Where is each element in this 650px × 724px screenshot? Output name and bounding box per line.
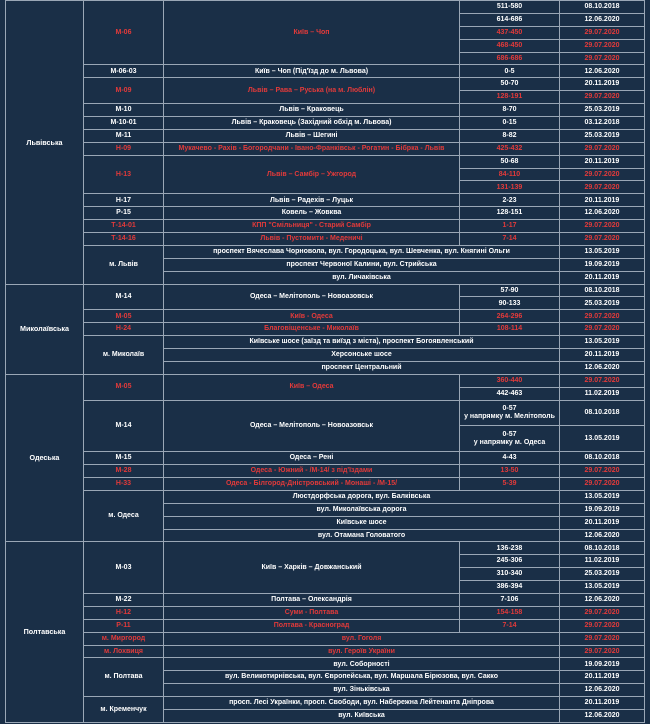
km-range [460,387,560,400]
street-name: Люстдорфська дорога, вул. Балківська [164,490,560,503]
city-name: м. Львів [84,245,164,284]
street-name: вул. Отамана Головатого [164,529,560,542]
street-name: Київське шосе (заїзд та виїзд з міста), проспект Богоявленський [164,336,560,349]
km-range [460,426,560,452]
repair-date: 29.07.2020 [560,323,645,336]
road-code: М-05 [84,310,164,323]
km-direction: у напрямку м. Мелітополь [464,413,555,420]
street-name: вул. Соборності [164,658,560,671]
repair-date: 12.06.2020 [560,207,645,220]
road-name: Суми - Полтава [164,606,460,619]
km-value: 686-686 [496,54,523,62]
road-code: М-11 [84,129,164,142]
repair-date: 12.06.2020 [560,361,645,374]
km-value: 360-440 [496,376,523,384]
table-row [6,374,645,387]
km-range [460,129,560,142]
repair-date: 29.07.2020 [560,632,645,645]
region-name: Миколаївська [6,284,84,374]
road-code: М-15 [84,452,164,465]
km-range [460,117,560,130]
km-range [460,104,560,117]
repair-date: 08.10.2018 [560,284,645,297]
road-name: Львів – Краковець [164,104,460,117]
repair-date: 20.11.2019 [560,349,645,362]
region-name: Одеська [6,374,84,542]
road-code: Н-09 [84,142,164,155]
road-code: Т-14-01 [84,220,164,233]
table-row [6,155,645,168]
km-direction: у напрямку м. Одеса [473,438,546,446]
repair-roads-table [5,0,645,723]
km-value: 442-463 [496,389,523,397]
km-value: 13-50 [500,467,519,475]
road-code: Н-12 [84,606,164,619]
road-code: М-09 [84,78,164,104]
road-code: Н-24 [84,323,164,336]
road-code: М-03 [84,542,164,594]
road-name: Київ – Одеса [164,374,460,400]
table-row [6,594,645,607]
road-code: Р-15 [84,207,164,220]
region-name: Львівська [6,1,84,285]
km-range [460,39,560,52]
table-row [6,78,645,91]
repair-date: 12.06.2020 [560,710,645,723]
km-value: 7-14 [502,235,517,243]
road-name: КПП "Смільниця" - Старий Самбір [164,220,460,233]
city-name: м. Лохвиця [84,645,164,658]
repair-date: 20.11.2019 [560,78,645,91]
road-name: Київ – Харків – Довжанський [164,542,460,594]
km-range [460,594,560,607]
table-row [6,465,645,478]
road-name: Київ – Чоп [164,1,460,65]
road-name: Мукачево - Рахів - Богородчани - Івано-Франківськ - Рогатин - Бібрка - Львів [164,142,460,155]
road-code: М-14 [84,284,164,310]
km-value: 245-306 [496,557,523,565]
repair-date: 29.07.2020 [560,26,645,39]
street-name: вул. Зіньківська [164,684,560,697]
repair-date: 12.06.2020 [560,594,645,607]
km-range [460,284,560,297]
km-value: 0-5 [504,67,515,75]
km-value: 468-450 [496,41,523,49]
table-row [6,233,645,246]
road-code: М-28 [84,465,164,478]
table-row [6,400,645,426]
km-range [460,452,560,465]
city-name: м. Миколаїв [84,336,164,375]
km-range [460,297,560,310]
road-name: Полтава – Олександрія [164,594,460,607]
city-name: м. Одеса [84,490,164,542]
repair-date: 29.07.2020 [560,142,645,155]
table-row [6,207,645,220]
km-value: 90-133 [498,299,521,307]
km-value: 128-191 [496,93,523,101]
km-range [460,142,560,155]
table-row [6,452,645,465]
city-name: м. Полтава [84,658,164,697]
km-range [460,465,560,478]
km-value: 511-580 [496,3,523,11]
table-row [6,645,645,658]
km-value: 154-158 [496,609,523,617]
repair-date: 20.11.2019 [560,697,645,710]
table-row [6,104,645,117]
road-code: М-06 [84,1,164,65]
road-code: М-10-01 [84,117,164,130]
km-value: 50-70 [500,80,519,88]
table-row [6,245,645,258]
repair-date: 13.05.2019 [560,490,645,503]
road-code: М-06-03 [84,65,164,78]
km-range [460,555,560,568]
street-name: просп. Лесі Українки, просп. Свободи, вул. Набережна Лейтенанта Дніпрова [164,697,560,710]
road-name: Київ – Чоп (Під'їзд до м. Львова) [164,65,460,78]
km-value: 128-151 [496,209,523,217]
km-range [460,207,560,220]
repair-date: 08.10.2018 [560,1,645,14]
street-name: проспект Вячеслава Чорновола, вул. Городоцька, вул. Шевченка, вул. Княгині Ольги [164,245,560,258]
repair-date: 29.07.2020 [560,465,645,478]
street-name: Київське шосе [164,516,560,529]
km-range [460,400,560,426]
table-row [6,129,645,142]
repair-date: 25.03.2019 [560,104,645,117]
km-range [460,78,560,91]
table-row [6,65,645,78]
table-row [6,632,645,645]
km-range [460,13,560,26]
road-name: Львів – Самбір – Ужгород [164,155,460,194]
km-range [460,477,560,490]
table-row [6,310,645,323]
km-range [460,233,560,246]
km-range [460,323,560,336]
road-code: Т-14-16 [84,233,164,246]
repair-date: 19.09.2019 [560,658,645,671]
repair-date: 29.07.2020 [560,619,645,632]
km-value: 1-17 [502,222,517,230]
repair-date: 29.07.2020 [560,52,645,65]
km-range [460,374,560,387]
repair-date: 20.11.2019 [560,516,645,529]
repair-date: 11.02.2019 [560,555,645,568]
street-name: вул. Київська [164,710,560,723]
road-code: Н-13 [84,155,164,194]
repair-date: 29.07.2020 [560,91,645,104]
km-range [460,1,560,14]
road-name: Одеса - Южний - /М-14/ з під'їздами [164,465,460,478]
km-value: 0-57 [502,431,517,439]
km-range [460,568,560,581]
repair-date: 08.10.2018 [560,452,645,465]
road-code: М-05 [84,374,164,400]
km-range [460,606,560,619]
repair-date: 29.07.2020 [560,233,645,246]
km-range [460,310,560,323]
km-range [460,194,560,207]
km-range [460,91,560,104]
city-name: м. Кременчук [84,697,164,723]
repair-date: 20.11.2019 [560,194,645,207]
table-row [6,490,645,503]
road-name: Львів – Шегині [164,129,460,142]
km-value: 7-106 [500,596,519,604]
table-row [6,220,645,233]
road-code: Н-17 [84,194,164,207]
city-name: м. Миргород [84,632,164,645]
road-name: Львів - Пустомити - Меденичі [164,233,460,246]
repair-date: 29.07.2020 [560,374,645,387]
km-range [460,619,560,632]
street-name: вул. Гоголя [164,632,560,645]
km-value: 0-57 [502,405,517,413]
km-value: 425-432 [496,144,523,152]
table-row [6,542,645,555]
repair-date: 13.05.2019 [560,336,645,349]
km-range [460,220,560,233]
table-row [6,697,645,710]
km-value: 57-90 [500,286,519,294]
table-body [6,1,645,723]
table-row [6,284,645,297]
repair-date: 08.10.2018 [560,542,645,555]
km-value: 4-43 [502,454,517,462]
road-code: Р-11 [84,619,164,632]
repair-date: 13.05.2019 [560,426,645,452]
road-name: Одеса – Мелітополь – Новоазовськ [164,284,460,310]
region-name: Полтавська [6,542,84,722]
km-value: 437-450 [496,28,523,36]
table-row [6,477,645,490]
table-row [6,117,645,130]
km-range [460,26,560,39]
road-name: Одеса - Білгород-Дністровський - Монаші - /М-15/ [164,477,460,490]
road-name: Одеса – Мелітополь – Новоазовськ [164,400,460,452]
street-name: вул. Личаківська [164,271,560,284]
table-row [6,606,645,619]
repair-date: 29.07.2020 [560,645,645,658]
km-value: 7-14 [502,621,517,629]
km-value: 2-23 [502,196,517,204]
road-name: Благовіщенське - Миколаїв [164,323,460,336]
repair-date: 20.11.2019 [560,155,645,168]
repair-date: 29.07.2020 [560,39,645,52]
km-value: 264-296 [496,312,523,320]
km-range [460,542,560,555]
repair-date: 29.07.2020 [560,477,645,490]
km-value: 108-114 [496,325,523,333]
table-row [6,658,645,671]
km-range [460,52,560,65]
repair-date: 29.07.2020 [560,181,645,194]
repair-date: 20.11.2019 [560,671,645,684]
road-name: Одеса – Рені [164,452,460,465]
road-name: Львів – Радехів – Луцьк [164,194,460,207]
table-row [6,619,645,632]
km-range [460,155,560,168]
street-name: Херсонське шосе [164,349,560,362]
km-range [460,65,560,78]
km-range [460,168,560,181]
table-row [6,323,645,336]
road-name: Ковель – Жовква [164,207,460,220]
repair-date: 11.02.2019 [560,387,645,400]
repair-date: 03.12.2018 [560,117,645,130]
road-name: Полтава - Красноград [164,619,460,632]
repair-date: 12.06.2020 [560,529,645,542]
repair-date: 13.05.2019 [560,581,645,594]
table-row [6,142,645,155]
road-name: Львів – Краковець (Західний обхід м. Львова) [164,117,460,130]
repair-date: 20.11.2019 [560,271,645,284]
street-name: вул. Героїв України [164,645,560,658]
km-value: 8-70 [502,106,517,114]
street-name: проспект Червоної Калини, вул. Стрийська [164,258,560,271]
repair-date: 29.07.2020 [560,310,645,323]
road-code: М-14 [84,400,164,452]
road-name: Львів – Рава – Руська (на м. Люблін) [164,78,460,104]
street-name: проспект Центральний [164,361,560,374]
repair-date: 29.07.2020 [560,606,645,619]
km-value: 131-139 [496,183,523,191]
road-code: М-10 [84,104,164,117]
km-value: 614-686 [496,16,523,24]
table-row [6,194,645,207]
repair-date: 19.09.2019 [560,258,645,271]
km-value: 386-394 [496,583,523,591]
road-code: М-22 [84,594,164,607]
repair-date: 12.06.2020 [560,65,645,78]
road-name: Київ - Одеса [164,310,460,323]
km-value: 136-238 [496,544,523,552]
repair-date: 29.07.2020 [560,220,645,233]
street-name: вул. Великотирнівська, вул. Європейська, вул. Маршала Бірюзова, вул. Сакко [164,671,560,684]
repair-date: 13.05.2019 [560,245,645,258]
repair-date: 25.03.2019 [560,297,645,310]
table-row [6,1,645,14]
repair-date: 08.10.2018 [560,400,645,426]
km-value: 8-82 [502,132,517,140]
km-range [460,181,560,194]
repair-date: 25.03.2019 [560,568,645,581]
repair-date: 29.07.2020 [560,168,645,181]
km-value: 84-110 [498,170,521,178]
table-row [6,336,645,349]
km-value: 310-340 [496,570,523,578]
repair-date: 12.06.2020 [560,13,645,26]
km-range [460,581,560,594]
repair-date: 12.06.2020 [560,684,645,697]
km-value: 50-68 [500,157,519,165]
repair-date: 19.09.2019 [560,503,645,516]
road-code: Н-33 [84,477,164,490]
km-value: 0-15 [502,119,517,127]
km-value: 5-39 [502,480,517,488]
street-name: вул. Миколаївська дорога [164,503,560,516]
repair-date: 25.03.2019 [560,129,645,142]
